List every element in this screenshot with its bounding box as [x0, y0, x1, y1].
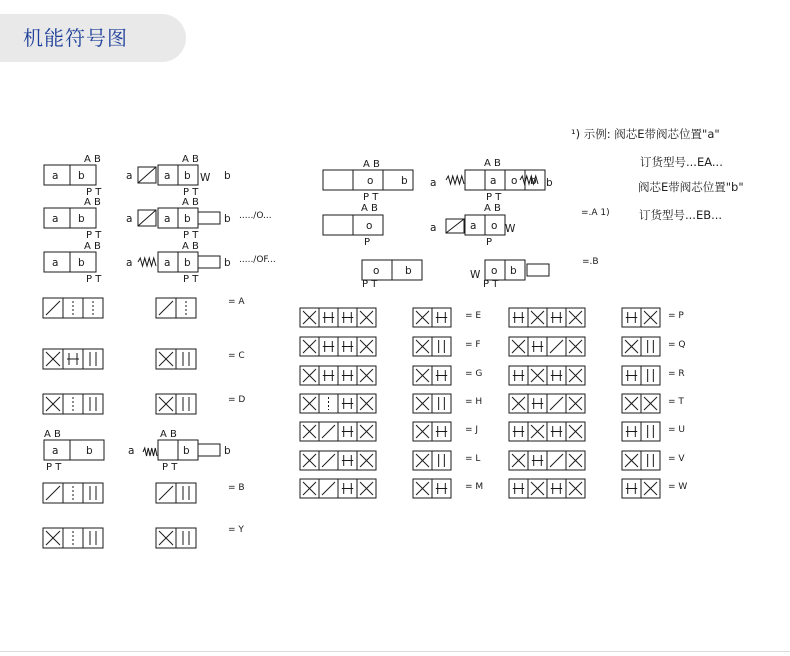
- center-o-label: o: [367, 175, 374, 187]
- port-pt-label: P T: [86, 274, 102, 285]
- position-a-label: a: [470, 220, 477, 232]
- position-a-label: a: [52, 445, 59, 457]
- variant-label-G: = G: [465, 369, 483, 379]
- variant-label-Q: = Q: [668, 340, 686, 350]
- position-b-label: b: [184, 170, 191, 182]
- variant-label-H: = H: [465, 397, 483, 407]
- spring-w-label: W: [470, 269, 481, 281]
- spring-icon: [446, 176, 464, 184]
- solenoid-box: [198, 256, 220, 268]
- port-ab-label: A B: [484, 158, 501, 169]
- port-pt-label: P T: [363, 192, 379, 203]
- flow-diagonal: [550, 397, 563, 410]
- port-ab-label: A B: [84, 154, 101, 165]
- flow-diagonal: [46, 301, 60, 315]
- spool-y-cell: [83, 528, 103, 548]
- solenoid-diagonal: [138, 210, 156, 226]
- variant-label-L: = L: [465, 454, 481, 464]
- variant-a1-label: =.A 1): [581, 208, 610, 218]
- variant-label-A: = A: [228, 297, 245, 307]
- spool-main-H-cell: [319, 394, 338, 413]
- position-a-label: a: [52, 257, 59, 269]
- variant-label-Wl: = W: [668, 482, 688, 492]
- port-ab-label: A B: [484, 203, 501, 214]
- example-note: ¹) 示例: 阀芯E带阀芯位置"a": [571, 127, 720, 141]
- variant-label-F: = F: [465, 340, 481, 350]
- flow-diagonal: [159, 301, 173, 315]
- actuator-a-label: a: [126, 170, 133, 182]
- spool-cell-left: [323, 215, 353, 235]
- position-a-label: a: [52, 170, 59, 182]
- actuator-a-label: a: [126, 213, 133, 225]
- position-b-label: b: [78, 257, 85, 269]
- port-pt-label: P T: [183, 230, 199, 241]
- center-o-label: o: [491, 265, 498, 277]
- position-b-label: b: [184, 257, 191, 269]
- spool-b-cell: [83, 483, 103, 503]
- position-b-label: b: [86, 445, 93, 457]
- spool-position-b-note: 阀芯E带阀芯位置"b": [638, 180, 744, 194]
- order-code-ea: 订货型号...EA...: [640, 155, 723, 169]
- actuator-a-label: a: [430, 177, 437, 189]
- port-pt-label: P T: [486, 192, 502, 203]
- port-pt-label: P T: [86, 230, 102, 241]
- position-b-label: b: [405, 265, 412, 277]
- actuator-b-label: b: [224, 170, 231, 182]
- position-b-label: b: [401, 175, 408, 187]
- variant-label-Y: = Y: [228, 525, 244, 535]
- spool-c-cell: [83, 349, 103, 369]
- actuator-a-label: a: [126, 257, 133, 269]
- port-ab-label: A B: [84, 197, 101, 208]
- port-pt-label: P T: [183, 187, 199, 198]
- port-ab-label: A B: [160, 429, 177, 440]
- position-b-label: b: [530, 175, 537, 187]
- spring-w-label: W: [505, 223, 516, 235]
- variant-label-C: = C: [228, 351, 245, 361]
- variant-label-M: = M: [465, 482, 484, 492]
- solenoid-box: [198, 444, 220, 456]
- port-ab-label: A B: [361, 203, 378, 214]
- variant-label-V: = V: [668, 454, 685, 464]
- spool-short-L-cell: [432, 451, 451, 470]
- spool-cell-right: [383, 170, 413, 190]
- spool-short-H-cell: [432, 394, 451, 413]
- variant-label-E: = E: [465, 311, 482, 321]
- divider: [0, 651, 790, 652]
- variant-o-label: ...../O...: [239, 211, 272, 221]
- solenoid-box: [198, 212, 220, 224]
- variant-label-P2: = P: [668, 311, 684, 321]
- position-b-label: b: [510, 265, 517, 277]
- variant-label-T: = T: [668, 397, 684, 407]
- position-a-label: a: [164, 213, 171, 225]
- spool-right-col-V-cell: [641, 451, 660, 470]
- position-a-label: a: [52, 213, 59, 225]
- port-p-label: P: [364, 237, 371, 248]
- variant-of-label: ...../OF...: [239, 255, 276, 265]
- flow-diagonal: [550, 454, 563, 467]
- variant-label-J: = J: [465, 425, 479, 435]
- center-o-label: o: [491, 220, 498, 232]
- center-o-label: o: [366, 220, 373, 232]
- variant-label-R: = R: [668, 369, 685, 379]
- flow-diagonal: [322, 482, 335, 495]
- port-ab-label: A B: [182, 197, 199, 208]
- spool-d-small-cell: [176, 394, 196, 414]
- center-o-label: o: [373, 265, 380, 277]
- variant-b-label: =.B: [582, 257, 599, 267]
- port-p-label: P: [486, 237, 493, 248]
- port-ab-label: A B: [182, 241, 199, 252]
- actuator-a-label: a: [128, 445, 135, 457]
- position-b-label: b: [78, 213, 85, 225]
- actuator-b-label: b: [224, 257, 231, 269]
- spring-w-label: W: [200, 172, 211, 184]
- spool-b-small-cell: [176, 483, 196, 503]
- actuator-a-label: a: [430, 222, 437, 234]
- port-pt-label: P T: [183, 274, 199, 285]
- solenoid-diagonal: [446, 219, 464, 233]
- flow-diagonal: [322, 454, 335, 467]
- spring-icon: [143, 448, 157, 456]
- spool-c-small-cell: [176, 349, 196, 369]
- spool-y-small-cell: [176, 528, 196, 548]
- position-b-label: b: [78, 170, 85, 182]
- spool-cell-a: [158, 440, 178, 460]
- port-ab-label: A B: [182, 154, 199, 165]
- flow-diagonal: [159, 486, 173, 500]
- position-a-label: a: [490, 175, 497, 187]
- actuator-b-label: b: [224, 213, 231, 225]
- section-title: 机能符号图: [23, 26, 128, 50]
- position-b-label: b: [183, 445, 190, 457]
- variant-label-B: = B: [228, 483, 245, 493]
- variant-label-U: = U: [668, 425, 685, 435]
- position-a-label: a: [164, 257, 171, 269]
- port-pt-label: P T: [86, 187, 102, 198]
- spool-short-F-cell: [432, 337, 451, 356]
- spool-d-cell: [83, 394, 103, 414]
- port-ab-label: A B: [363, 159, 380, 170]
- spool-right-col-R-cell: [641, 366, 660, 385]
- port-pt-label: P T: [483, 279, 499, 290]
- solenoid-box: [465, 170, 485, 190]
- position-a-label: a: [164, 170, 171, 182]
- order-code-eb: 订货型号...EB...: [639, 208, 723, 222]
- port-ab-label: A B: [84, 241, 101, 252]
- spool-right-col-Q-cell: [641, 337, 660, 356]
- port-ab-label: A B: [44, 429, 61, 440]
- spool-cell-left: [323, 170, 353, 190]
- flow-diagonal: [46, 486, 60, 500]
- position-b-label: b: [184, 213, 191, 225]
- actuator-b-label: b: [224, 445, 231, 457]
- port-pt-label: P T: [162, 462, 178, 473]
- center-o-label: o: [511, 175, 518, 187]
- port-pt-label: P T: [46, 462, 62, 473]
- flow-diagonal: [322, 425, 335, 438]
- spring-icon: [138, 258, 156, 266]
- actuator-b-label: b: [546, 177, 553, 189]
- spool-right-col-U-cell: [641, 422, 660, 441]
- flow-diagonal: [550, 340, 563, 353]
- solenoid-diagonal: [138, 167, 156, 183]
- solenoid-box: [527, 264, 549, 276]
- variant-label-D: = D: [228, 395, 246, 405]
- port-pt-label: P T: [362, 279, 378, 290]
